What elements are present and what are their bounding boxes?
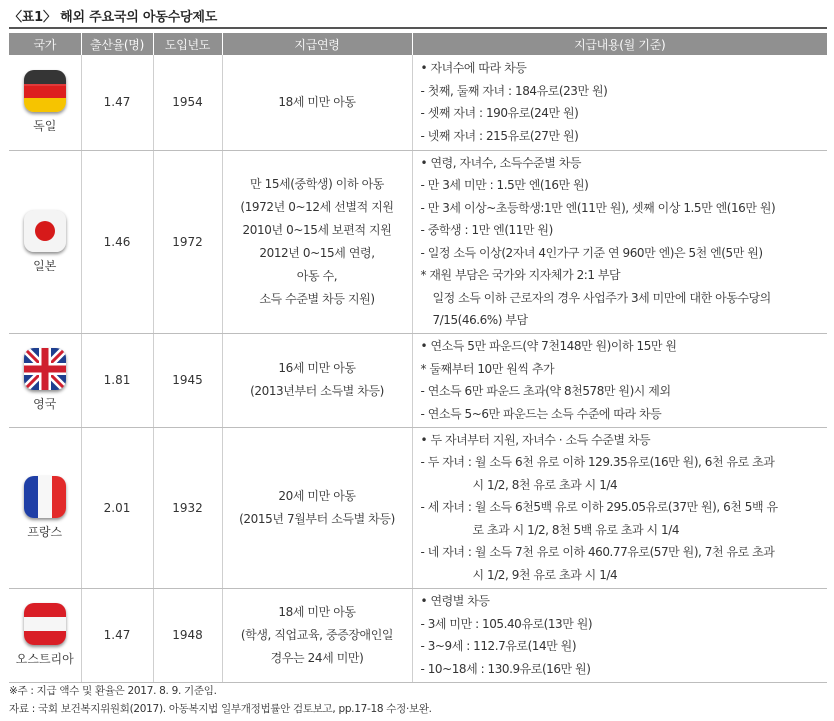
age-cell <box>222 333 412 427</box>
fertility-cell: 1.46 <box>81 150 153 333</box>
austria-flag-icon <box>24 603 66 645</box>
age-line: (1972년 0~12세 선별적 지원 <box>240 199 394 214</box>
fertility-cell: 2.01 <box>81 427 153 588</box>
detail-line: - 셋째 자녀 : 190유로(24만 원) <box>420 106 579 121</box>
footnote-source: 자료 : 국회 보건복지위원회(2017). 아동복지법 일부개정법률안 검토보고, pp.17-18 수정·보완. <box>9 703 432 715</box>
table-title: 〈표1〉 해외 주요국의 아동수당제도 <box>9 10 218 25</box>
detail-line: - 넷째 자녀 : 215유로(27만 원) <box>420 128 579 143</box>
detail-line: • 자녀수에 따라 차등 <box>420 61 527 76</box>
detail-line: - 3세 미만 : 105.40유로(13만 원) <box>420 616 593 631</box>
country-cell <box>9 55 81 150</box>
header-row <box>9 33 827 55</box>
year-cell: 1972 <box>153 150 222 333</box>
details-cell <box>412 427 827 588</box>
detail-line: 시 1/2, 9천 유로 초과 시 1/4 <box>472 567 618 582</box>
detail-line: * 둘째부터 10만 원씩 추가 <box>420 361 555 376</box>
detail-line: - 연소득 6만 파운드 초과(약 8천578만 원)시 제외 <box>420 384 671 398</box>
age-line: 경우는 24세 미만) <box>270 650 364 665</box>
country-name: 일본 <box>33 258 57 273</box>
footnote-note: ※주 : 지급 액수 및 환율은 2017. 8. 9. 기준임. <box>9 685 217 697</box>
table-row-japan <box>9 150 827 333</box>
detail-line: - 10~18세 : 130.9유로(16만 원) <box>420 661 591 676</box>
fertility-cell: 1.47 <box>81 588 153 682</box>
detail-line: * 재원 부담은 국가와 지자체가 2:1 부담 <box>420 268 621 282</box>
detail-line: • 연령, 자녀수, 소득수준별 차등 <box>420 155 582 170</box>
detail-line: - 일정 소득 이상(2자녀 4인가구 기준 연 960만 엔)은 5천 엔(5만 원) <box>420 245 763 260</box>
detail-line: 로 초과 시 1/2, 8천 5백 유로 초과 시 1/4 <box>472 522 680 537</box>
detail-line: - 첫째, 둘째 자녀 : 184유로(23만 원) <box>420 83 608 98</box>
header-fertility: 출산율(명) <box>81 33 153 55</box>
age-line: (학생, 직업교육, 중증장애인일 <box>240 627 394 642</box>
header-age: 지급연령 <box>222 33 412 55</box>
age-line: 2010년 0~15세 보편적 지원 <box>242 222 392 237</box>
header-country: 국가 <box>9 33 81 55</box>
age-cell <box>222 150 412 333</box>
table-row-germany <box>9 55 827 150</box>
table-top-rule <box>9 27 827 29</box>
age-cell <box>222 588 412 682</box>
year-cell: 1948 <box>153 588 222 682</box>
details-cell <box>412 55 827 150</box>
country-name: 독일 <box>33 119 57 134</box>
table-row-austria <box>9 588 827 682</box>
year-cell: 1954 <box>153 55 222 150</box>
detail-line: - 네 자녀 : 월 소득 7천 유로 이하 460.77유로(57만 원), 7천 유로 초과 <box>420 545 775 560</box>
age-line: 2012년 0~15세 연령, <box>259 245 375 260</box>
age-line: 아동 수, <box>296 268 338 283</box>
detail-line: - 중학생 : 1만 엔(11만 원) <box>420 223 553 237</box>
country-cell <box>9 588 81 682</box>
header-year: 도입년도 <box>153 33 222 55</box>
country-cell <box>9 427 81 588</box>
details-cell <box>412 588 827 682</box>
detail-line: - 세 자녀 : 월 소득 6천5백 유로 이하 295.05유로(37만 원), 6천 5백 유 <box>420 500 778 515</box>
detail-line: 일정 소득 이하 근로자의 경우 사업주가 3세 미만에 대한 아동수당의 <box>432 290 771 305</box>
age-line: (2013년부터 소득별 차등) <box>250 384 384 398</box>
detail-line: - 3~9세 : 112.7유로(14만 원) <box>420 639 577 653</box>
country-name: 영국 <box>33 397 57 411</box>
detail-line: 7/15(46.6%) 부담 <box>432 313 528 327</box>
details-cell <box>412 333 827 427</box>
details-cell <box>412 150 827 333</box>
year-cell: 1932 <box>153 427 222 588</box>
detail-line: - 연소득 5~6만 파운드는 소득 수준에 따라 차등 <box>420 406 662 421</box>
country-cell <box>9 150 81 333</box>
detail-line: - 두 자녀 : 월 소득 6천 유로 이하 129.35유로(16만 원), 6천 유로 초과 <box>420 455 775 470</box>
age-line: 16세 미만 아동 <box>278 361 356 375</box>
fertility-cell: 1.81 <box>81 333 153 427</box>
detail-line: 시 1/2, 8천 유로 초과 시 1/4 <box>472 477 618 492</box>
country-cell <box>9 333 81 427</box>
france-flag-icon <box>24 476 66 518</box>
header-details: 지급내용(월 기준) <box>412 33 827 55</box>
age-line: (2015년 7월부터 소득별 차등) <box>239 511 395 526</box>
detail-line: - 만 3세 이상~초등학생:1만 엔(11만 원), 셋째 이상 1.5만 엔(16만 원) <box>420 200 776 215</box>
country-name: 오스트리아 <box>15 652 74 666</box>
age-line: 18세 미만 아동 <box>278 94 356 109</box>
detail-line: - 만 3세 미만 : 1.5만 엔(16만 원) <box>420 178 589 192</box>
age-line: 20세 미만 아동 <box>278 488 356 503</box>
age-cell <box>222 427 412 588</box>
japan-flag-icon <box>24 210 66 252</box>
detail-line: • 연소득 5만 파운드(약 7천148만 원)이하 15만 원 <box>420 339 677 353</box>
table-row-france <box>9 427 827 588</box>
country-name: 프랑스 <box>27 524 63 539</box>
child-allowance-table <box>9 33 827 683</box>
age-line: 18세 미만 아동 <box>278 604 356 619</box>
fertility-cell: 1.47 <box>81 55 153 150</box>
age-cell <box>222 55 412 150</box>
table-row-uk <box>9 333 827 427</box>
detail-line: • 두 자녀부터 지원, 자녀수 · 소득 수준별 차등 <box>420 432 651 447</box>
uk-flag-icon <box>24 348 66 390</box>
year-cell: 1945 <box>153 333 222 427</box>
age-line: 만 15세(중학생) 이하 아동 <box>249 176 384 191</box>
detail-line: • 연령별 차등 <box>420 594 490 608</box>
age-line: 소득 수준별 차등 지원) <box>259 291 375 306</box>
germany-flag-icon <box>24 70 66 112</box>
